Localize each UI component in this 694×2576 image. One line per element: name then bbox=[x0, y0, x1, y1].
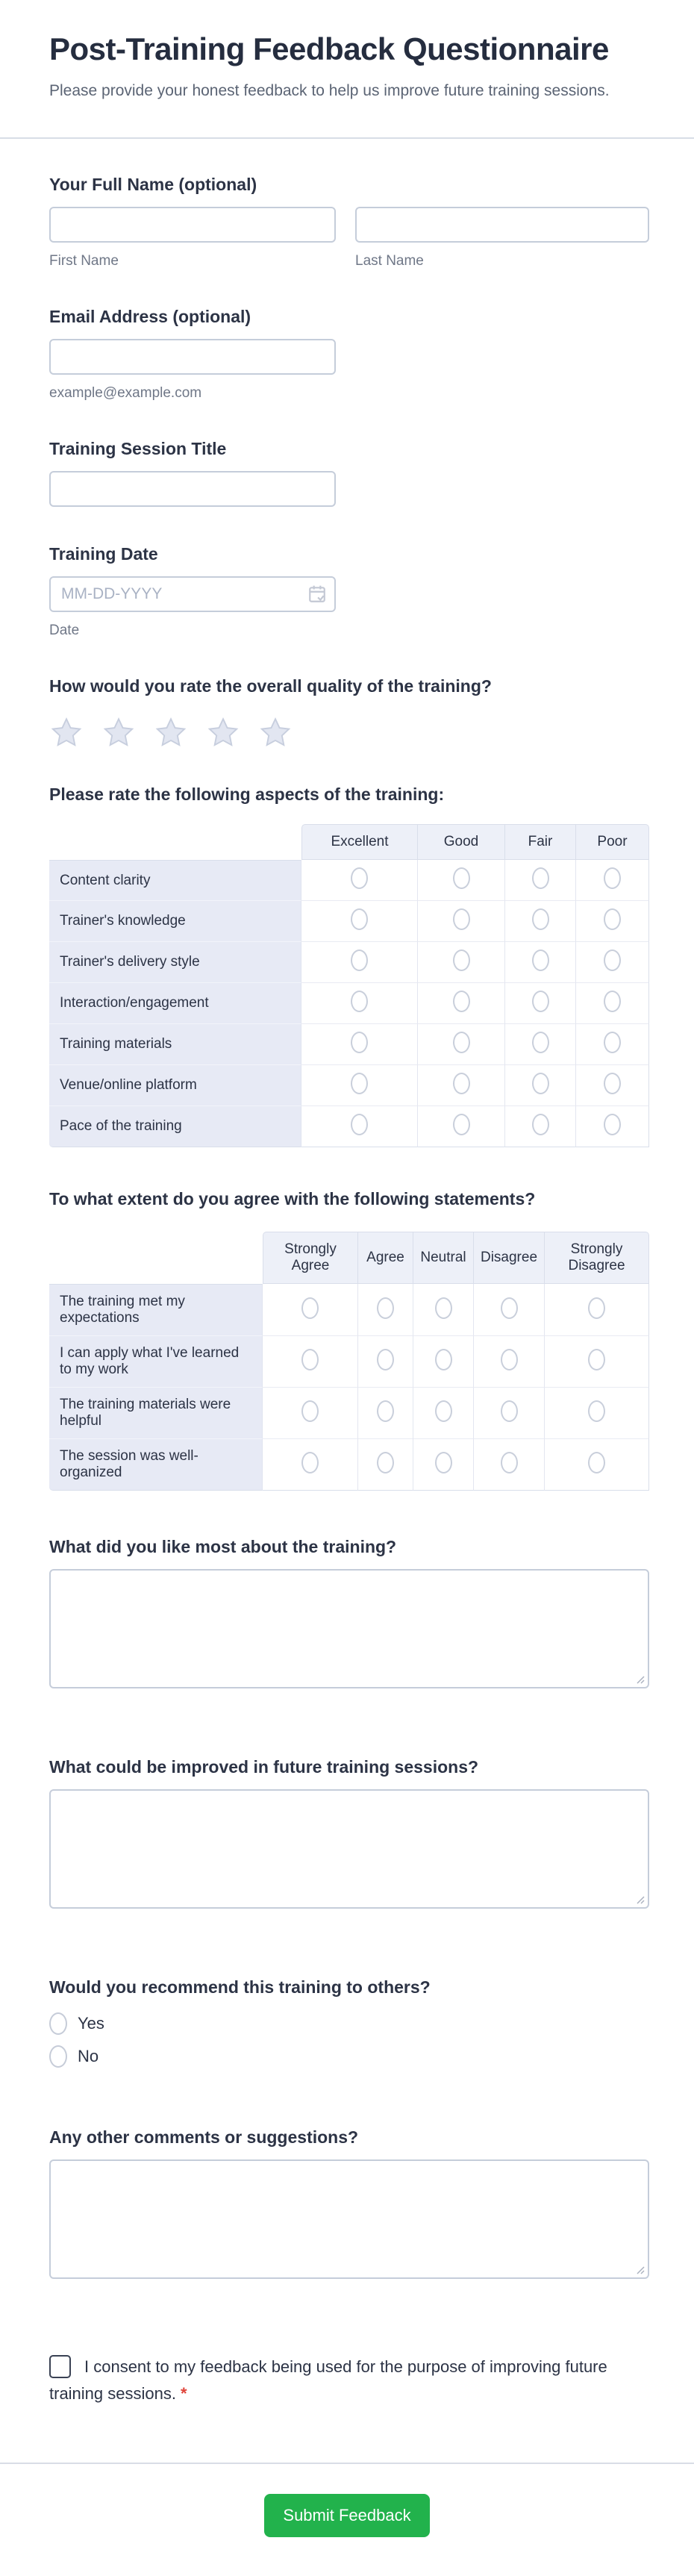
matrix-col-header: Poor bbox=[576, 824, 649, 860]
radio-button[interactable] bbox=[604, 1032, 621, 1053]
matrix-col-header: Disagree bbox=[474, 1232, 545, 1284]
radio-button[interactable] bbox=[604, 867, 621, 889]
matrix-row-label: Venue/online platform bbox=[49, 1065, 301, 1106]
liked-most-textarea[interactable] bbox=[49, 1569, 649, 1688]
liked-most-label: What did you like most about the training? bbox=[49, 1537, 397, 1556]
matrix-col-header: Fair bbox=[505, 824, 576, 860]
radio-button[interactable] bbox=[377, 1297, 394, 1319]
star-icon[interactable] bbox=[154, 716, 188, 750]
last-name-input[interactable] bbox=[355, 207, 649, 243]
agreement-matrix bbox=[49, 1232, 649, 1491]
form-header bbox=[0, 0, 694, 137]
question-email bbox=[49, 307, 649, 402]
radio-button[interactable] bbox=[49, 2045, 67, 2068]
star-rating bbox=[49, 713, 649, 750]
first-name-sublabel: First Name bbox=[49, 253, 119, 269]
matrix-col-header: Good bbox=[418, 824, 505, 860]
matrix-corner-cell bbox=[49, 1232, 263, 1284]
radio-button[interactable] bbox=[604, 1073, 621, 1094]
table-row bbox=[49, 1284, 649, 1336]
radio-button[interactable] bbox=[301, 1400, 319, 1422]
radio-button[interactable] bbox=[435, 1349, 452, 1370]
submit-button[interactable]: Submit Feedback bbox=[264, 2494, 430, 2537]
radio-button[interactable] bbox=[49, 2012, 67, 2035]
radio-button[interactable] bbox=[501, 1400, 518, 1422]
first-name-input[interactable] bbox=[49, 207, 336, 243]
session-title-input[interactable] bbox=[49, 471, 336, 507]
overall-rating-label: How would you rate the overall quality of the training? bbox=[49, 676, 492, 696]
comments-label: Any other comments or suggestions? bbox=[49, 2127, 359, 2147]
rating-matrix-label: Please rate the following aspects of the training: bbox=[49, 785, 445, 804]
required-asterisk: * bbox=[180, 2384, 187, 2403]
consent-checkbox[interactable] bbox=[49, 2355, 71, 2378]
question-comments bbox=[49, 2127, 649, 2279]
radio-button[interactable] bbox=[351, 867, 368, 889]
table-row bbox=[49, 1336, 649, 1388]
improvements-textarea[interactable] bbox=[49, 1789, 649, 1909]
training-date-label: Training Date bbox=[49, 544, 158, 564]
full-name-label: Your Full Name (optional) bbox=[49, 175, 257, 194]
radio-button[interactable] bbox=[532, 949, 549, 971]
table-row bbox=[49, 1065, 649, 1106]
submit-area bbox=[0, 2464, 694, 2576]
resize-handle-icon[interactable] bbox=[634, 1894, 645, 1904]
rating-matrix bbox=[49, 824, 649, 1147]
radio-button[interactable] bbox=[351, 949, 368, 971]
question-full-name bbox=[49, 175, 649, 269]
star-icon[interactable] bbox=[258, 716, 293, 750]
radio-button[interactable] bbox=[351, 908, 368, 930]
question-overall-rating bbox=[49, 676, 649, 750]
matrix-row-label: Trainer's knowledge bbox=[49, 901, 301, 942]
matrix-row-label: I can apply what I've learned to my work bbox=[49, 1336, 263, 1388]
radio-button[interactable] bbox=[351, 1032, 368, 1053]
table-row bbox=[49, 1388, 649, 1439]
matrix-row-label: Interaction/engagement bbox=[49, 983, 301, 1024]
radio-button[interactable] bbox=[301, 1297, 319, 1319]
matrix-corner-cell bbox=[49, 824, 301, 860]
question-training-date bbox=[49, 544, 649, 639]
radio-button[interactable] bbox=[532, 867, 549, 889]
radio-button[interactable] bbox=[301, 1452, 319, 1473]
radio-button[interactable] bbox=[501, 1297, 518, 1319]
radio-button[interactable] bbox=[453, 991, 470, 1012]
radio-button[interactable] bbox=[351, 991, 368, 1012]
question-agreement-matrix bbox=[49, 1189, 649, 1491]
recommend-option-yes[interactable] bbox=[49, 2012, 649, 2035]
table-row bbox=[49, 860, 649, 901]
resize-handle-icon[interactable] bbox=[634, 1674, 645, 1684]
matrix-row-label: The session was well-organized bbox=[49, 1439, 263, 1491]
resize-handle-icon[interactable] bbox=[634, 2264, 645, 2274]
radio-button[interactable] bbox=[453, 1073, 470, 1094]
table-row bbox=[49, 1439, 649, 1491]
radio-button[interactable] bbox=[588, 1400, 605, 1422]
question-rating-matrix bbox=[49, 785, 649, 1147]
form-subtitle: Please provide your honest feedback to help us improve future training sessions. bbox=[49, 82, 610, 99]
radio-button[interactable] bbox=[604, 949, 621, 971]
radio-button[interactable] bbox=[604, 1114, 621, 1135]
date-input[interactable] bbox=[49, 576, 336, 612]
radio-button[interactable] bbox=[532, 1073, 549, 1094]
radio-button[interactable] bbox=[532, 1032, 549, 1053]
radio-button[interactable] bbox=[532, 908, 549, 930]
radio-button[interactable] bbox=[453, 1032, 470, 1053]
matrix-col-header: Neutral bbox=[413, 1232, 474, 1284]
radio-option-label: No bbox=[78, 2047, 99, 2065]
matrix-col-header: Strongly Disagree bbox=[545, 1232, 649, 1284]
radio-button[interactable] bbox=[501, 1452, 518, 1473]
radio-button[interactable] bbox=[532, 991, 549, 1012]
date-sublabel: Date bbox=[49, 623, 80, 638]
star-icon[interactable] bbox=[49, 716, 84, 750]
radio-button[interactable] bbox=[604, 908, 621, 930]
agreement-matrix-label: To what extent do you agree with the following statements? bbox=[49, 1189, 536, 1209]
radio-button[interactable] bbox=[453, 1114, 470, 1135]
radio-button[interactable] bbox=[435, 1452, 452, 1473]
radio-button[interactable] bbox=[351, 1073, 368, 1094]
table-row bbox=[49, 1024, 649, 1065]
radio-button[interactable] bbox=[588, 1349, 605, 1370]
form-body bbox=[0, 139, 694, 2407]
matrix-col-header: Strongly Agree bbox=[263, 1232, 358, 1284]
matrix-row-label: Trainer's delivery style bbox=[49, 942, 301, 983]
radio-button[interactable] bbox=[301, 1349, 319, 1370]
matrix-col-header: Agree bbox=[358, 1232, 413, 1284]
radio-button[interactable] bbox=[453, 908, 470, 930]
radio-button[interactable] bbox=[588, 1452, 605, 1473]
email-field[interactable] bbox=[49, 339, 336, 375]
table-row bbox=[49, 983, 649, 1024]
matrix-row-label: The training materials were helpful bbox=[49, 1388, 263, 1439]
table-row bbox=[49, 1106, 649, 1147]
consent-field bbox=[49, 2354, 616, 2407]
table-row bbox=[49, 942, 649, 983]
radio-button[interactable] bbox=[532, 1114, 549, 1135]
matrix-row-label: The training met my expectations bbox=[49, 1284, 263, 1336]
radio-button[interactable] bbox=[453, 867, 470, 889]
radio-button[interactable] bbox=[453, 949, 470, 971]
matrix-row-label: Content clarity bbox=[49, 860, 301, 901]
radio-button[interactable] bbox=[501, 1349, 518, 1370]
radio-button[interactable] bbox=[377, 1349, 394, 1370]
page-title: Post-Training Feedback Questionnaire bbox=[49, 31, 609, 66]
radio-button[interactable] bbox=[588, 1297, 605, 1319]
radio-option-label: Yes bbox=[78, 2014, 104, 2033]
consent-label: I consent to my feedback being used for the purpose of improving future training sessions. bbox=[49, 2357, 607, 2403]
matrix-col-header: Excellent bbox=[301, 824, 418, 860]
question-recommend bbox=[49, 1977, 649, 2068]
improvements-label: What could be improved in future training sessions? bbox=[49, 1757, 479, 1777]
star-icon[interactable] bbox=[101, 716, 136, 750]
calendar-icon[interactable] bbox=[307, 583, 327, 609]
session-title-label: Training Session Title bbox=[49, 439, 227, 458]
email-label: Email Address (optional) bbox=[49, 307, 251, 326]
last-name-sublabel: Last Name bbox=[355, 253, 424, 269]
radio-button[interactable] bbox=[377, 1400, 394, 1422]
radio-button[interactable] bbox=[377, 1452, 394, 1473]
matrix-row-label: Pace of the training bbox=[49, 1106, 301, 1147]
star-icon[interactable] bbox=[206, 716, 240, 750]
recommend-option-no[interactable] bbox=[49, 2045, 649, 2068]
radio-button[interactable] bbox=[435, 1297, 452, 1319]
question-liked-most bbox=[49, 1537, 649, 1688]
question-improvements bbox=[49, 1757, 649, 1909]
matrix-row-label: Training materials bbox=[49, 1024, 301, 1065]
radio-button[interactable] bbox=[435, 1400, 452, 1422]
email-sublabel: example@example.com bbox=[49, 385, 202, 401]
table-row bbox=[49, 901, 649, 942]
comments-textarea[interactable] bbox=[49, 2159, 649, 2279]
question-session-title bbox=[49, 439, 649, 507]
radio-button[interactable] bbox=[604, 991, 621, 1012]
radio-button[interactable] bbox=[351, 1114, 368, 1135]
recommend-label: Would you recommend this training to others? bbox=[49, 1977, 431, 1997]
